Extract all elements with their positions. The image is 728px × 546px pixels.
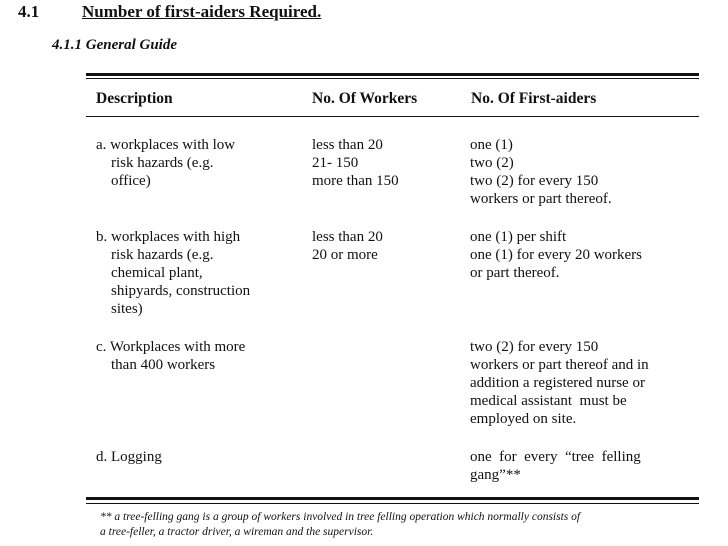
table-cell-first-aiders: one for every “tree felling gang”** <box>470 449 641 483</box>
subsection-title: 4.1.1 General Guide <box>52 37 177 53</box>
table-cell-first-aiders: one (1) two (2) two (2) for every 150 workers or part thereof. <box>470 137 612 207</box>
header-workers: No. Of Workers <box>312 90 418 107</box>
table-cell-first-aiders: two (2) for every 150 workers or part thereof and in addition a registered nurse or medical assistant must be employed on site. <box>470 339 649 427</box>
section-title: Number of first-aiders Required. <box>82 2 322 21</box>
header-rule <box>86 116 699 117</box>
table-cell-first-aiders: one (1) per shift one (1) for every 20 workers or part thereof. <box>470 229 643 281</box>
header-first-aiders: No. Of First-aiders <box>471 90 597 107</box>
table-cell-description: b. workplaces with high risk hazards (e.g. chemical plant, shipyards, construction sites) <box>96 229 251 317</box>
section-number: 4.1 <box>18 2 40 21</box>
table-bottom-rule-thin <box>86 503 699 504</box>
footnote: ** a tree-felling gang is a group of workers involved in tree felling operation which normally consists of a tree-feller, a tractor driver, a wireman and the supervisor. <box>100 511 581 538</box>
table-top-rule-thick <box>86 73 699 76</box>
table-cell-description: c. Workplaces with more than 400 workers <box>96 339 246 373</box>
table-cell-description: a. workplaces with low risk hazards (e.g. office) <box>96 137 236 189</box>
table-cell-description: d. Logging <box>96 449 162 465</box>
header-description: Description <box>96 90 173 107</box>
table-top-rule-thin <box>86 78 699 79</box>
table-cell-workers: less than 20 21- 150 more than 150 <box>312 137 399 189</box>
table-bottom-rule-thick <box>86 497 699 500</box>
table-cell-workers: less than 20 20 or more <box>312 229 383 263</box>
